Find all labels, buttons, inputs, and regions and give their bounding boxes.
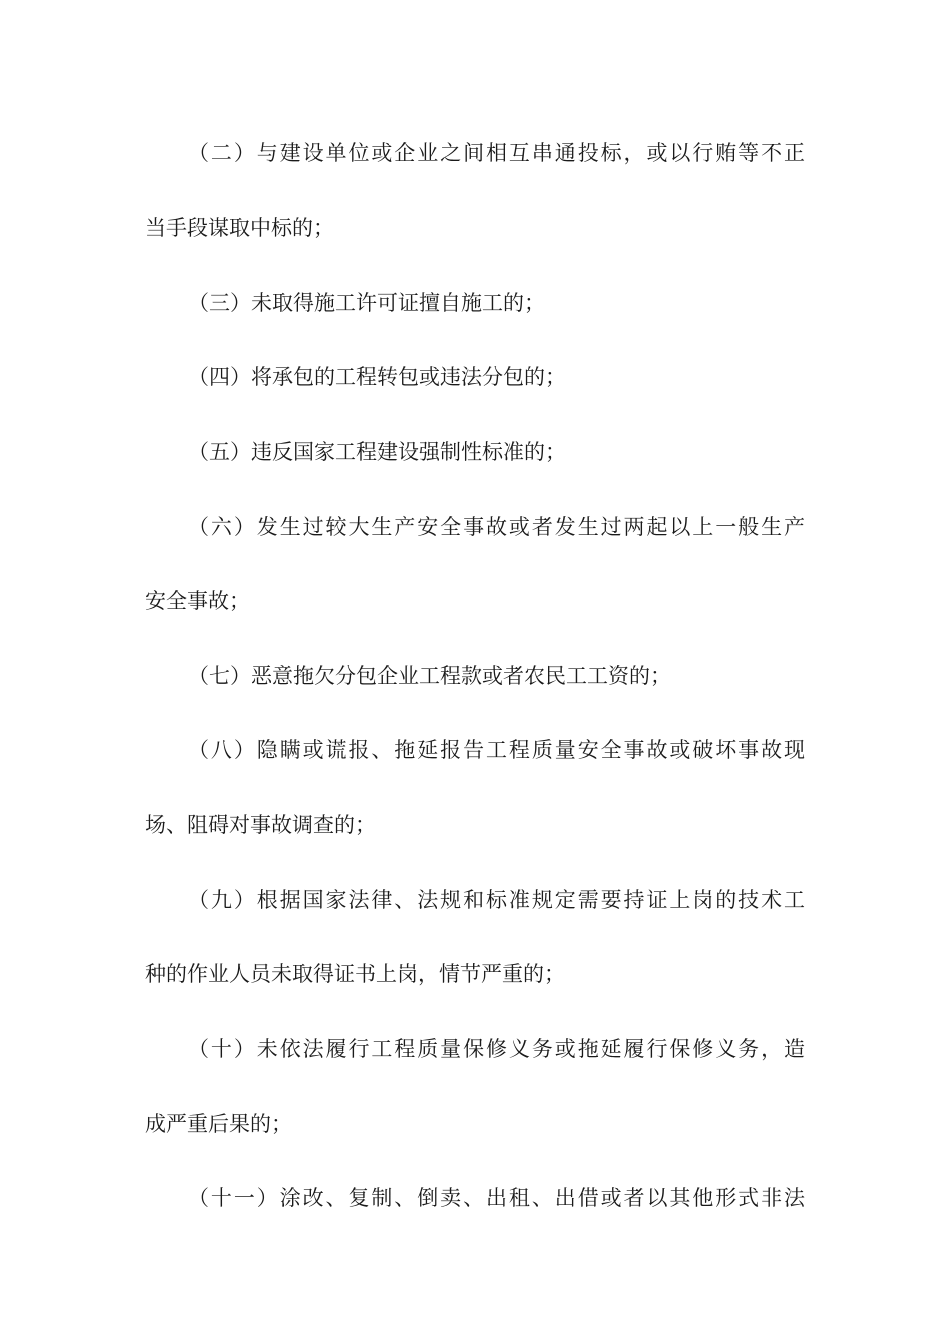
text-line: 场、阻碍对事故调查的； bbox=[145, 813, 376, 837]
text-line: （三）未取得施工许可证擅自施工的； bbox=[188, 291, 545, 315]
text-line: 当手段谋取中标的； bbox=[145, 216, 334, 240]
text-line: （五）违反国家工程建设强制性标准的； bbox=[188, 440, 566, 464]
text-line: （二）与建设单位或企业之间相互串通投标，或以行贿等不正 bbox=[188, 141, 805, 165]
text-line: 种的作业人员未取得证书上岗，情节严重的； bbox=[145, 962, 565, 986]
text-line: （七）恶意拖欠分包企业工程款或者农民工工资的； bbox=[188, 664, 671, 688]
text-line: 成严重后果的； bbox=[145, 1112, 292, 1136]
text-line: （十一）涂改、复制、倒卖、出租、出借或者以其他形式非法 bbox=[188, 1186, 805, 1210]
text-line: 安全事故； bbox=[145, 589, 250, 613]
text-line: （十）未依法履行工程质量保修义务或拖延履行保修义务，造 bbox=[188, 1037, 805, 1061]
text-line: （八）隐瞒或谎报、拖延报告工程质量安全事故或破坏事故现 bbox=[188, 738, 805, 762]
text-line: （六）发生过较大生产安全事故或者发生过两起以上一般生产 bbox=[188, 515, 805, 539]
text-line: （九）根据国家法律、法规和标准规定需要持证上岗的技术工 bbox=[188, 888, 805, 912]
text-line: （四）将承包的工程转包或违法分包的； bbox=[188, 365, 566, 389]
